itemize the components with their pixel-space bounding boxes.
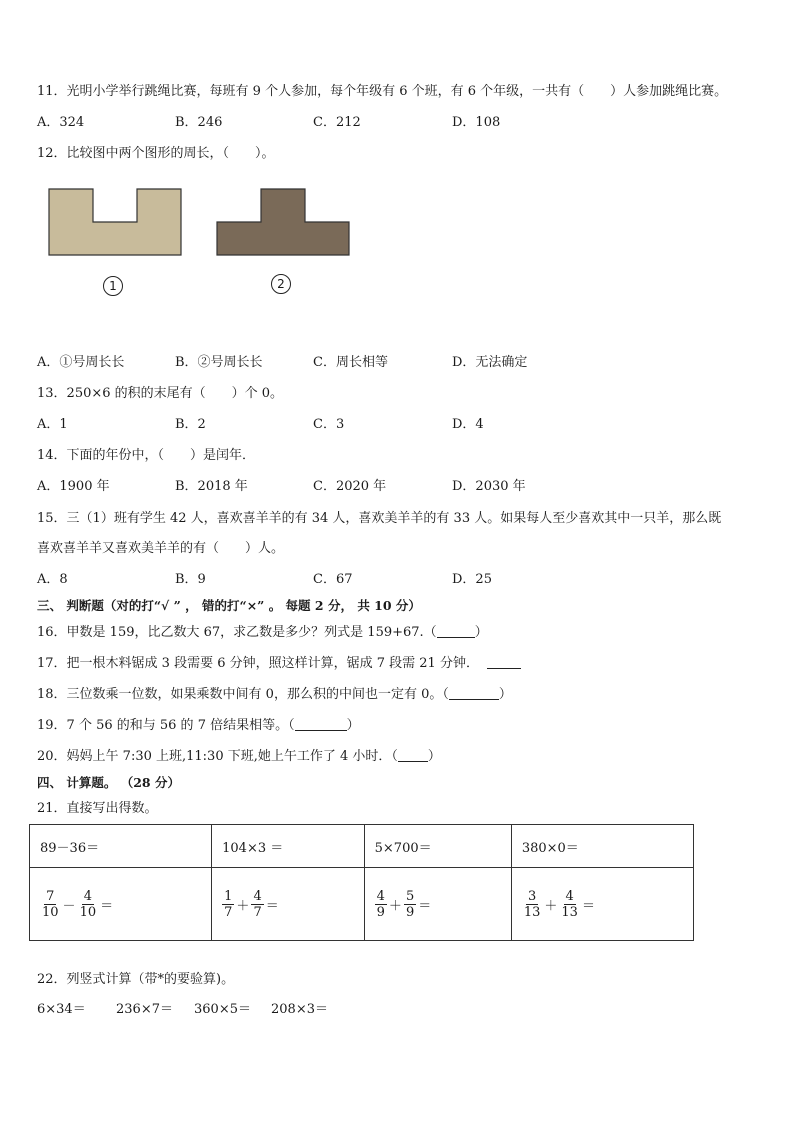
q20-answer-blank[interactable] (398, 749, 428, 762)
q21-fraction-cell (212, 868, 365, 941)
q14-option-c: C．2020 年 (313, 479, 387, 494)
q13-option-d: D．4 (452, 417, 484, 432)
q20-close: ） (427, 749, 441, 764)
q22-item: 236×7＝ (116, 1002, 173, 1017)
q13-option-a: A．1 (37, 417, 68, 432)
q13-stem: 13．250×6 的积的末尾有（ ）个 0。 (37, 386, 284, 401)
q21-cell: 104×3 ＝ (212, 825, 365, 868)
q20 (37, 749, 441, 765)
q22-item: 208×3＝ (271, 1002, 328, 1017)
q21-cell: 5×700＝ (364, 825, 511, 868)
operator: ＋ (388, 898, 402, 914)
equals-sign: ＝ (100, 898, 114, 914)
q12-option-d: D．无法确定 (452, 355, 528, 370)
q21-fraction-cell (30, 868, 212, 941)
q12-option-b: B．②号周长长 (175, 355, 263, 370)
numerator: 5 (405, 888, 415, 904)
table-row (30, 825, 694, 868)
q14-option-d: D．2030 年 (452, 479, 526, 494)
table-row (30, 868, 694, 941)
q22-item: 6×34＝ (37, 1002, 86, 1017)
q19-close: ） (346, 718, 360, 733)
q12-figures-2 (216, 188, 352, 258)
q12-option-c: C．周长相等 (313, 355, 388, 370)
equals-sign: ＝ (418, 898, 432, 914)
q15-stem-line2: 喜欢喜羊羊又喜欢美羊羊的有（ ）人。 (37, 541, 285, 556)
q14-stem: 14．下面的年份中，（ ）是闰年． (37, 448, 256, 463)
q18-answer-blank[interactable] (449, 687, 499, 700)
q19-answer-blank[interactable] (295, 718, 347, 731)
q15-option-b: B．9 (175, 572, 206, 587)
q12-stem: 12．比较图中两个图形的周长，（ ）。 (37, 146, 275, 161)
equals-sign: ＝ (265, 898, 279, 914)
denominator: 9 (405, 904, 415, 920)
figure-2-label: 2 (271, 274, 291, 294)
q19 (37, 718, 360, 734)
q20-text: 20．妈妈上午 7:30 上班,11:30 下班,她上午工作了 4 小时．（ (37, 749, 398, 764)
q17 (37, 656, 521, 672)
q21-stem: 21．直接写出得数。 (37, 801, 158, 816)
q13-option-b: B．2 (175, 417, 206, 432)
q11-option-d: D．108 (452, 115, 501, 130)
operator: ＋ (544, 898, 558, 914)
q21-cell: 89－36＝ (30, 825, 212, 868)
denominator: 7 (253, 904, 262, 920)
q18-text: 18．三位数乘一位数，如果乘数中间有 0，那么积的中间也一定有 0。（ (37, 687, 449, 702)
q18-close: ） (498, 687, 512, 702)
q12-option-a: A．①号周长长 (37, 355, 125, 370)
denominator: 7 (224, 904, 233, 920)
q11-option-c: C．212 (313, 115, 361, 130)
q15-option-c: C．67 (313, 572, 353, 587)
q22-item: 360×5＝ (194, 1002, 251, 1017)
q15-option-a: A．8 (37, 572, 68, 587)
q14-option-b: B．2018 年 (175, 479, 248, 494)
q11-stem: 11．光明小学举行跳绳比赛，每班有 9 个人参加，每个年级有 6 个班，有 6 个年级，一共有（ ）人参加跳绳比赛。 (37, 84, 728, 99)
q11-option-a: A．324 (37, 115, 85, 130)
q16-text: 16．甲数是 159，比乙数大 67，求乙数是多少？列式是 159+67.（ (37, 625, 437, 640)
shape-2 (217, 189, 349, 255)
q21-fraction-cell (364, 868, 511, 941)
q21-cell: 380×0＝ (511, 825, 693, 868)
denominator: 13 (523, 904, 541, 920)
numerator: 1 (224, 888, 233, 904)
q16-answer-blank[interactable] (437, 625, 475, 638)
denominator: 13 (561, 904, 578, 920)
equals-sign: ＝ (581, 898, 595, 914)
numerator: 4 (376, 888, 385, 904)
q17-answer-blank[interactable] (487, 656, 521, 669)
operator: ＋ (236, 898, 250, 914)
q12-figures-1 (48, 188, 184, 258)
q22-stem: 22．列竖式计算（带*的要验算)。 (37, 972, 235, 987)
denominator: 9 (376, 904, 385, 920)
numerator: 4 (83, 888, 92, 904)
q19-text: 19．7 个 56 的和与 56 的 7 倍结果相等。（ (37, 718, 295, 733)
q15-stem-line1: 15．三（1）班有学生 42 人，喜欢喜羊羊的有 34 人，喜欢美羊羊的有 33 人。如果每人至少喜欢其中一只羊，那么既 (37, 511, 722, 526)
q14-option-a: A．1900 年 (37, 479, 110, 494)
numerator: 4 (565, 888, 574, 904)
q18 (37, 687, 512, 703)
q17-text: 17．把一根木料锯成 3 段需要 6 分钟，照这样计算，锯成 7 段需 21 分钟． (37, 656, 479, 671)
q15-option-d: D．25 (452, 572, 492, 587)
section-3-heading: 三、 判断题（对的打“√ ” ， 错的打“×” 。 每题 2 分， 共 10 分） (37, 598, 421, 613)
section-4-heading: 四、 计算题。 （28 分） (37, 775, 180, 790)
figure-1-label: 1 (103, 276, 123, 296)
q21-table (29, 824, 694, 941)
numerator: 7 (46, 888, 55, 904)
q11-option-b: B．246 (175, 115, 223, 130)
denominator: 10 (79, 904, 97, 920)
numerator: 4 (253, 888, 262, 904)
q16-close: ） (474, 625, 488, 640)
denominator: 10 (42, 904, 59, 920)
numerator: 3 (527, 888, 537, 904)
q21-fraction-cell (511, 868, 693, 941)
q16 (37, 625, 488, 641)
operator: － (62, 898, 76, 914)
shape-1 (49, 189, 181, 255)
q13-option-c: C．3 (313, 417, 345, 432)
